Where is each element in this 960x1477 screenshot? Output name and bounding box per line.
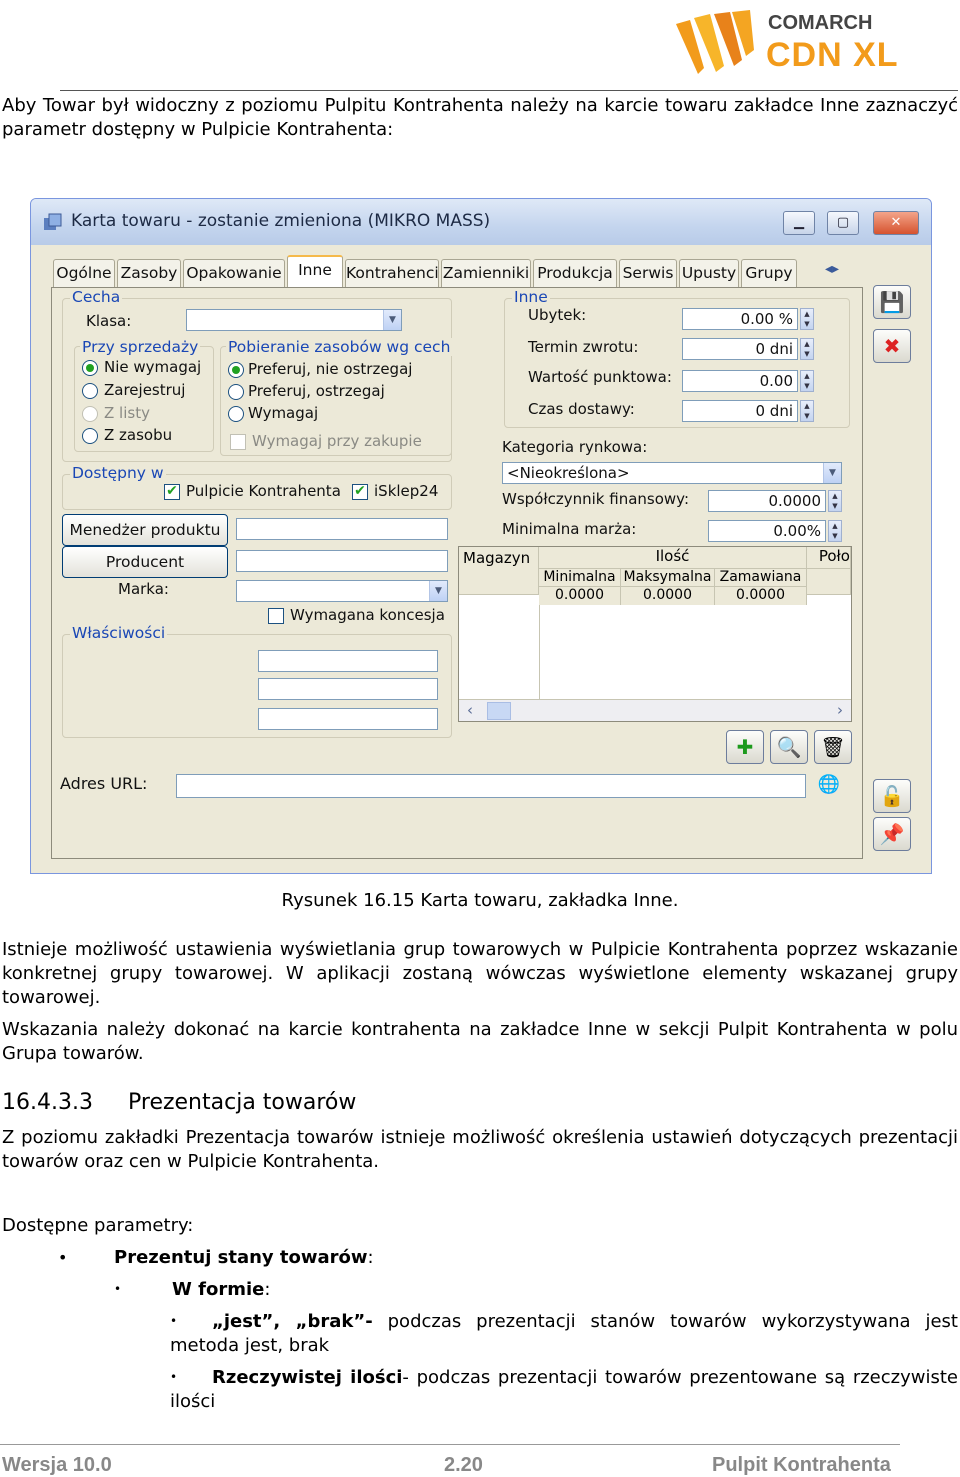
product-manager-button[interactable]: Menedżer produktu	[62, 514, 228, 546]
radio-z-listy[interactable]	[82, 406, 98, 422]
radio-preferuj-ostrzegaj[interactable]	[228, 384, 244, 400]
pulpit-kontrahenta-label: Pulpicie Kontrahenta	[186, 482, 341, 500]
list-item-title: Prezentuj stany towarów	[114, 1247, 368, 1268]
pin-icon[interactable]: 📌	[873, 817, 911, 851]
comarch-logo-icon	[676, 10, 758, 80]
pob-group-label: Pobieranie zasobów wg cech	[228, 338, 451, 356]
ubytek-field[interactable]: 0.00 %	[682, 308, 798, 330]
sales-opt-label: Zarejestruj	[104, 381, 186, 399]
window-title: Karta towaru - zostanie zmieniona (MIKRO MASS)	[71, 211, 491, 231]
radio-zarejestruj[interactable]	[82, 383, 98, 399]
trash-icon[interactable]: 🗑	[814, 730, 852, 764]
scroll-thumb[interactable]	[487, 702, 511, 720]
marka-label: Marka:	[118, 580, 169, 598]
maximize-button[interactable]: ▢	[827, 211, 859, 235]
margin-spinner[interactable]: ▲ ▼	[828, 520, 842, 542]
chevron-down-icon: ▼	[383, 310, 401, 330]
producer-button[interactable]: Producent	[62, 546, 228, 578]
pob-opt-label: Preferuj, nie ostrzegaj	[248, 360, 413, 378]
property-field-3[interactable]	[258, 708, 438, 730]
ubytek-spinner[interactable]: ▲ ▼	[800, 308, 814, 330]
property-field-1[interactable]	[258, 650, 438, 672]
item-card-window	[30, 198, 932, 874]
grid-divider	[539, 605, 540, 701]
window-titlebar	[31, 199, 931, 245]
delivery-spinner[interactable]: ▲ ▼	[800, 400, 814, 422]
header-rule	[60, 90, 958, 91]
zwrot-field[interactable]: 0 dni	[682, 338, 798, 360]
chevron-down-icon: ▼	[823, 463, 841, 483]
minimize-button[interactable]: ▁	[783, 211, 815, 235]
paragraph-presentation: Z poziomu zakładki Prezentacja towarów istnieje możliwość określenia ustawień dotyczących prezentacji towarów oraz cen w Pulpicie Kontrahenta.	[2, 1127, 958, 1172]
radio-z-zasobu[interactable]	[82, 428, 98, 444]
list-item-text: - podczas prezentacji towarów prezentowane są rzeczywiste ilości	[170, 1367, 958, 1412]
browse-web-icon[interactable]: 🌐	[817, 774, 841, 795]
list-item-level2	[172, 1278, 952, 1302]
bullet-dot: •	[170, 1314, 178, 1328]
list-colon: :	[264, 1279, 271, 1300]
coefficient-spinner[interactable]: ▲ ▼	[828, 490, 842, 512]
coefficient-label: Współczynnik finansowy:	[502, 490, 689, 508]
brand-product: CDN XL	[766, 36, 899, 74]
available-label: Dostępny w	[72, 464, 164, 482]
save-icon[interactable]: 💾	[873, 285, 911, 319]
tab-serwis[interactable]: Serwis	[619, 259, 677, 287]
tab-produkcja[interactable]: Produkcja	[533, 259, 617, 287]
paragraph-instructions: Wskazania należy dokonać na karcie kontrahenta na zakładce Inne w sekcji Pulpit Kontrahenta w polu Grupa towarów.	[2, 1019, 958, 1064]
col-ilosc[interactable]: Ilość	[539, 547, 807, 569]
list-item-title: Rzeczywistej ilości	[212, 1367, 403, 1388]
grid-hscrollbar[interactable]	[459, 699, 851, 721]
inne-panel	[51, 287, 863, 859]
col-maksymalna[interactable]: Maksymalna	[621, 569, 715, 587]
figure-caption: Rysunek 16.15 Karta towaru, zakładka Inne.	[281, 890, 679, 911]
pulpit-kontrahenta-checkbox[interactable]: ✔	[164, 484, 180, 500]
radio-wymagaj[interactable]	[228, 406, 244, 422]
properties-label: Właściwości	[72, 624, 166, 642]
koncesja-label: Wymagana koncesja	[290, 606, 445, 624]
producer-field[interactable]	[236, 550, 448, 572]
col-minimalna[interactable]: Minimalna	[539, 569, 621, 587]
sales-opt-label: Nie wymagaj	[104, 358, 202, 376]
wymagaj-przy-zakupie-label: Wymagaj przy zakupie	[252, 432, 422, 450]
col-magazyn[interactable]: Magazyn	[459, 547, 539, 595]
search-icon[interactable]: 🔍	[770, 730, 808, 764]
points-label: Wartość punktowa:	[528, 368, 672, 386]
col-polo-sub	[807, 569, 851, 595]
url-label: Adres URL:	[60, 774, 148, 793]
paragraph-groups: Istnieje możliwość ustawienia wyświetlania grup towarowych w Pulpicie Kontrahenta poprzez wskazanie konkretnej grupy towarowej. W aplikacji zostaną wówczas wyświetlone elementy wskazanej grupy towarowej.	[2, 939, 958, 1008]
tab-ogolne[interactable]: Ogólne	[53, 259, 115, 287]
footer-version: Wersja 10.0	[2, 1454, 112, 1476]
col-polo[interactable]: Poło	[807, 547, 851, 569]
list-item-title: „jest”, „brak”-	[212, 1311, 373, 1332]
tab-zasoby[interactable]: Zasoby	[117, 259, 181, 287]
list-colon: :	[367, 1247, 374, 1268]
radio-preferuj-nie-ostrzegaj[interactable]	[228, 362, 244, 378]
lock-icon[interactable]: 🔓	[873, 779, 911, 813]
section-title: Prezentacja towarów	[128, 1090, 357, 1115]
warehouse-grid[interactable]	[458, 546, 852, 722]
tab-zamienniki[interactable]: Zamienniki	[441, 259, 531, 287]
klasa-dropdown[interactable]	[186, 309, 402, 331]
value-zamawiana: 0.0000	[715, 587, 807, 605]
category-dropdown[interactable]	[502, 462, 842, 484]
tab-kontrahenci[interactable]: Kontrahenci	[345, 259, 439, 287]
points-field[interactable]: 0.00	[682, 370, 798, 392]
col-zamawiana[interactable]: Zamawiana	[715, 569, 807, 587]
list-item-title: W formie	[172, 1279, 265, 1300]
tab-bar	[53, 259, 863, 287]
footer-rule	[0, 1444, 900, 1445]
tab-inne[interactable]: Inne	[287, 255, 343, 288]
chevron-down-icon: ▼	[429, 581, 447, 601]
tab-grupy[interactable]: Grupy	[741, 259, 797, 287]
tab-scroll-arrows[interactable]: ◂▸	[825, 261, 840, 277]
pob-opt-label: Preferuj, ostrzegaj	[248, 382, 385, 400]
list-item-text: podczas prezentacji stanów towarów wykorzystywana jest metoda jest, brak	[170, 1311, 958, 1356]
isklep24-checkbox[interactable]: ✔	[352, 484, 368, 500]
scroll-left-icon[interactable]: ‹	[467, 701, 473, 719]
category-value: <Nieokreślona>	[507, 464, 630, 482]
item-card-icon	[43, 212, 63, 232]
bullet-dot: •	[58, 1248, 68, 1267]
coefficient-field[interactable]: 0.0000	[708, 490, 826, 512]
bullet-dot: •	[170, 1370, 178, 1384]
value-maksymalna: 0.0000	[621, 587, 715, 605]
marka-dropdown[interactable]	[236, 580, 448, 602]
cancel-icon[interactable]: ✖	[873, 329, 911, 363]
zwrot-label: Termin zwrotu:	[528, 338, 639, 356]
tab-opakowanie[interactable]: Opakowanie	[183, 259, 285, 287]
zwrot-spinner[interactable]: ▲ ▼	[800, 338, 814, 360]
footer-page: 2.20	[444, 1454, 483, 1476]
category-label: Kategoria rynkowa:	[502, 438, 648, 456]
klasa-label: Klasa:	[86, 312, 132, 330]
ubytek-label: Ubytek:	[528, 306, 587, 324]
params-heading: Dostępne parametry:	[2, 1215, 194, 1236]
section-number: 16.4.3.3	[2, 1090, 93, 1115]
koncesja-checkbox[interactable]	[268, 608, 284, 624]
tab-upusty[interactable]: Upusty	[679, 259, 739, 287]
property-field-2[interactable]	[258, 678, 438, 700]
value-minimalna: 0.0000	[539, 587, 621, 605]
radio-nie-wymagaj[interactable]	[82, 360, 98, 376]
list-item-jest-brak	[170, 1310, 958, 1358]
sales-opt-label: Z zasobu	[104, 426, 173, 444]
delivery-label: Czas dostawy:	[528, 400, 635, 418]
list-item-rzeczywista	[170, 1366, 958, 1414]
margin-label: Minimalna marża:	[502, 520, 637, 538]
wymagaj-przy-zakupie-checkbox[interactable]	[230, 434, 246, 450]
bullet-dot: •	[114, 1282, 122, 1296]
sales-opt-label: Z listy	[104, 404, 150, 422]
delivery-field[interactable]: 0 dni	[682, 400, 798, 422]
intro-paragraph: Aby Towar był widoczny z poziomu Pulpitu Kontrahenta należy na karcie towaru zakładce Inne zaznaczyć parametr dostępny w Pulpicie Kontrahenta:	[2, 95, 958, 140]
url-input[interactable]	[176, 774, 806, 798]
inne-group-label: Inne	[514, 288, 548, 306]
sales-group-label: Przy sprzedaży	[82, 338, 199, 356]
brand-name: COMARCH	[768, 12, 873, 34]
points-spinner[interactable]: ▲ ▼	[800, 370, 814, 392]
add-icon[interactable]: ✚	[726, 730, 764, 764]
close-button[interactable]: ✕	[873, 211, 919, 235]
margin-field[interactable]: 0.00%	[708, 520, 826, 542]
footer-section: Pulpit Kontrahenta	[712, 1454, 891, 1476]
pob-opt-label: Wymagaj	[248, 404, 319, 422]
list-item-level1	[114, 1246, 954, 1270]
product-manager-field[interactable]	[236, 518, 448, 540]
cecha-label: Cecha	[72, 288, 121, 306]
isklep24-label: iSklep24	[374, 482, 439, 500]
scroll-right-icon[interactable]: ›	[837, 701, 843, 719]
